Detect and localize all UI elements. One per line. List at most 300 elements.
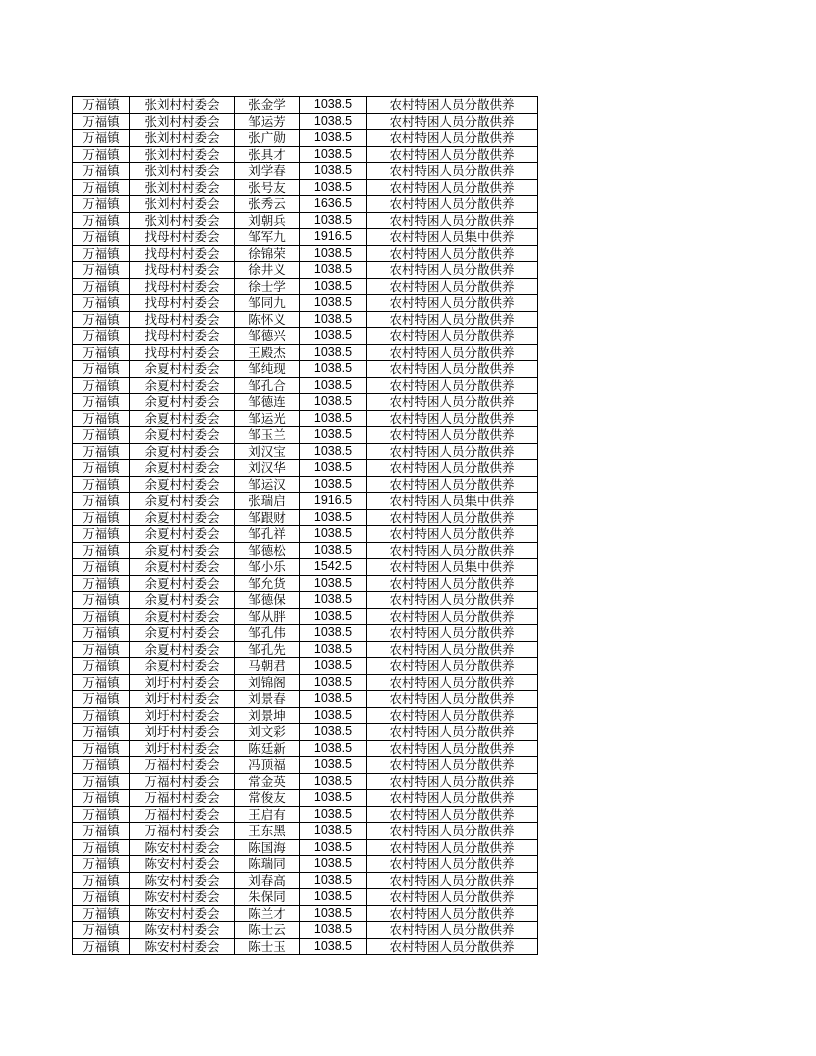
amount-cell: 1038.5 [300,922,367,939]
support-type-cell: 农村特困人员分散供养 [367,938,538,955]
support-type-cell: 农村特困人员分散供养 [367,295,538,312]
table-row [73,889,538,906]
amount-cell: 1038.5 [300,691,367,708]
amount-cell: 1916.5 [300,229,367,246]
village-committee-cell: 万福村村委会 [130,790,235,807]
support-type-cell: 农村特困人员分散供养 [367,410,538,427]
person-name-cell: 张号友 [235,179,300,196]
village-committee-cell: 余夏村村委会 [130,361,235,378]
table-row [73,146,538,163]
village-committee-cell: 刘圩村村委会 [130,740,235,757]
town-cell: 万福镇 [73,790,130,807]
table-row [73,179,538,196]
table-row [73,724,538,741]
town-cell: 万福镇 [73,295,130,312]
support-type-cell: 农村特困人员分散供养 [367,146,538,163]
village-committee-cell: 张刘村村委会 [130,212,235,229]
village-committee-cell: 陈安村村委会 [130,922,235,939]
person-name-cell: 王殿杰 [235,344,300,361]
village-committee-cell: 陈安村村委会 [130,938,235,955]
support-type-cell: 农村特困人员分散供养 [367,922,538,939]
support-type-cell: 农村特困人员分散供养 [367,113,538,130]
person-name-cell: 徐锦荣 [235,245,300,262]
amount-cell: 1038.5 [300,608,367,625]
town-cell: 万福镇 [73,625,130,642]
town-cell: 万福镇 [73,97,130,114]
village-committee-cell: 陈安村村委会 [130,856,235,873]
person-name-cell: 刘汉华 [235,460,300,477]
table-row [73,839,538,856]
table-row [73,476,538,493]
person-name-cell: 邹德松 [235,542,300,559]
support-type-cell: 农村特困人员分散供养 [367,806,538,823]
town-cell: 万福镇 [73,740,130,757]
table-row [73,196,538,213]
person-name-cell: 张具才 [235,146,300,163]
village-committee-cell: 余夏村村委会 [130,410,235,427]
person-name-cell: 陈士云 [235,922,300,939]
table-row [73,113,538,130]
town-cell: 万福镇 [73,559,130,576]
person-name-cell: 刘学春 [235,163,300,180]
support-type-cell: 农村特困人员分散供养 [367,443,538,460]
village-committee-cell: 刘圩村村委会 [130,724,235,741]
support-type-cell: 农村特困人员分散供养 [367,889,538,906]
town-cell: 万福镇 [73,658,130,675]
amount-cell: 1038.5 [300,806,367,823]
person-name-cell: 邹运光 [235,410,300,427]
amount-cell: 1038.5 [300,97,367,114]
person-name-cell: 邹德兴 [235,328,300,345]
table-body [73,97,538,955]
village-committee-cell: 陈安村村委会 [130,872,235,889]
support-type-cell: 农村特困人员分散供养 [367,361,538,378]
town-cell: 万福镇 [73,476,130,493]
village-committee-cell: 找母村村委会 [130,328,235,345]
table-row [73,625,538,642]
amount-cell: 1038.5 [300,377,367,394]
person-name-cell: 邹德连 [235,394,300,411]
person-name-cell: 陈瑞同 [235,856,300,873]
village-committee-cell: 万福村村委会 [130,773,235,790]
support-type-cell: 农村特困人员分散供养 [367,839,538,856]
person-name-cell: 邹允货 [235,575,300,592]
support-type-cell: 农村特困人员分散供养 [367,460,538,477]
town-cell: 万福镇 [73,922,130,939]
amount-cell: 1038.5 [300,856,367,873]
table-row [73,707,538,724]
support-type-cell: 农村特困人员分散供养 [367,179,538,196]
town-cell: 万福镇 [73,163,130,180]
town-cell: 万福镇 [73,641,130,658]
village-committee-cell: 余夏村村委会 [130,377,235,394]
amount-cell: 1038.5 [300,394,367,411]
town-cell: 万福镇 [73,905,130,922]
person-name-cell: 常金英 [235,773,300,790]
amount-cell: 1038.5 [300,757,367,774]
town-cell: 万福镇 [73,427,130,444]
town-cell: 万福镇 [73,724,130,741]
amount-cell: 1038.5 [300,526,367,543]
person-name-cell: 冯顶福 [235,757,300,774]
village-committee-cell: 张刘村村委会 [130,130,235,147]
support-type-cell: 农村特困人员分散供养 [367,262,538,279]
table-row [73,509,538,526]
support-type-cell: 农村特困人员分散供养 [367,592,538,609]
amount-cell: 1038.5 [300,773,367,790]
amount-cell: 1038.5 [300,658,367,675]
person-name-cell: 邹孔合 [235,377,300,394]
amount-cell: 1038.5 [300,427,367,444]
support-type-cell: 农村特困人员分散供养 [367,790,538,807]
town-cell: 万福镇 [73,806,130,823]
village-committee-cell: 余夏村村委会 [130,592,235,609]
support-type-cell: 农村特困人员分散供养 [367,707,538,724]
amount-cell: 1038.5 [300,344,367,361]
town-cell: 万福镇 [73,328,130,345]
person-name-cell: 陈廷新 [235,740,300,757]
person-name-cell: 刘文彩 [235,724,300,741]
amount-cell: 1038.5 [300,592,367,609]
support-type-cell: 农村特困人员分散供养 [367,97,538,114]
person-name-cell: 邹玉兰 [235,427,300,444]
town-cell: 万福镇 [73,262,130,279]
village-committee-cell: 万福村村委会 [130,757,235,774]
village-committee-cell: 余夏村村委会 [130,559,235,576]
town-cell: 万福镇 [73,526,130,543]
person-name-cell: 张金学 [235,97,300,114]
town-cell: 万福镇 [73,344,130,361]
amount-cell: 1038.5 [300,113,367,130]
support-type-cell: 农村特困人员分散供养 [367,130,538,147]
support-type-cell: 农村特困人员分散供养 [367,740,538,757]
support-type-cell: 农村特困人员分散供养 [367,625,538,642]
amount-cell: 1636.5 [300,196,367,213]
person-name-cell: 陈士玉 [235,938,300,955]
town-cell: 万福镇 [73,179,130,196]
table-row [73,262,538,279]
table-row [73,394,538,411]
person-name-cell: 邹同九 [235,295,300,312]
amount-cell: 1038.5 [300,179,367,196]
amount-cell: 1038.5 [300,625,367,642]
town-cell: 万福镇 [73,575,130,592]
table-row [73,872,538,889]
village-committee-cell: 余夏村村委会 [130,476,235,493]
amount-cell: 1038.5 [300,410,367,427]
town-cell: 万福镇 [73,674,130,691]
person-name-cell: 马朝君 [235,658,300,675]
village-committee-cell: 刘圩村村委会 [130,674,235,691]
table-row [73,905,538,922]
amount-cell: 1038.5 [300,823,367,840]
table-row [73,790,538,807]
support-type-cell: 农村特困人员分散供养 [367,212,538,229]
amount-cell: 1038.5 [300,295,367,312]
village-committee-cell: 找母村村委会 [130,262,235,279]
village-committee-cell: 张刘村村委会 [130,97,235,114]
person-name-cell: 刘汉宝 [235,443,300,460]
amount-cell: 1038.5 [300,872,367,889]
amount-cell: 1038.5 [300,278,367,295]
village-committee-cell: 余夏村村委会 [130,509,235,526]
town-cell: 万福镇 [73,130,130,147]
support-type-cell: 农村特困人员分散供养 [367,196,538,213]
village-committee-cell: 余夏村村委会 [130,427,235,444]
support-type-cell: 农村特困人员分散供养 [367,856,538,873]
town-cell: 万福镇 [73,229,130,246]
table-row [73,674,538,691]
table-row [73,658,538,675]
support-type-cell: 农村特困人员分散供养 [367,542,538,559]
amount-cell: 1038.5 [300,212,367,229]
person-name-cell: 常俊友 [235,790,300,807]
support-type-cell: 农村特困人员集中供养 [367,559,538,576]
table-row [73,97,538,114]
amount-cell: 1038.5 [300,328,367,345]
support-type-cell: 农村特困人员分散供养 [367,328,538,345]
town-cell: 万福镇 [73,509,130,526]
support-type-cell: 农村特困人员分散供养 [367,427,538,444]
town-cell: 万福镇 [73,460,130,477]
person-name-cell: 刘景春 [235,691,300,708]
support-type-cell: 农村特困人员分散供养 [367,724,538,741]
support-type-cell: 农村特困人员分散供养 [367,394,538,411]
table-row [73,691,538,708]
town-cell: 万福镇 [73,707,130,724]
village-committee-cell: 余夏村村委会 [130,608,235,625]
person-name-cell: 邹德保 [235,592,300,609]
support-type-cell: 农村特困人员集中供养 [367,493,538,510]
table-row [73,163,538,180]
village-committee-cell: 余夏村村委会 [130,394,235,411]
table-row [73,427,538,444]
person-name-cell: 邹运汉 [235,476,300,493]
amount-cell: 1038.5 [300,724,367,741]
village-committee-cell: 刘圩村村委会 [130,691,235,708]
village-committee-cell: 找母村村委会 [130,295,235,312]
table-row [73,608,538,625]
support-type-cell: 农村特困人员分散供养 [367,509,538,526]
person-name-cell: 陈兰才 [235,905,300,922]
table-row [73,245,538,262]
town-cell: 万福镇 [73,823,130,840]
village-committee-cell: 陈安村村委会 [130,889,235,906]
village-committee-cell: 张刘村村委会 [130,146,235,163]
village-committee-cell: 万福村村委会 [130,806,235,823]
person-name-cell: 邹军九 [235,229,300,246]
person-name-cell: 王启有 [235,806,300,823]
table-row [73,773,538,790]
village-committee-cell: 张刘村村委会 [130,113,235,130]
village-committee-cell: 陈安村村委会 [130,839,235,856]
amount-cell: 1038.5 [300,146,367,163]
amount-cell: 1038.5 [300,245,367,262]
person-name-cell: 张秀云 [235,196,300,213]
support-type-cell: 农村特困人员分散供养 [367,575,538,592]
support-type-cell: 农村特困人员分散供养 [367,476,538,493]
town-cell: 万福镇 [73,592,130,609]
support-type-cell: 农村特困人员分散供养 [367,905,538,922]
town-cell: 万福镇 [73,856,130,873]
support-type-cell: 农村特困人员分散供养 [367,674,538,691]
support-type-cell: 农村特困人员分散供养 [367,526,538,543]
person-name-cell: 张瑞启 [235,493,300,510]
table-row [73,443,538,460]
support-type-cell: 农村特困人员分散供养 [367,757,538,774]
amount-cell: 1038.5 [300,938,367,955]
table-row [73,823,538,840]
amount-cell: 1038.5 [300,163,367,180]
town-cell: 万福镇 [73,443,130,460]
village-committee-cell: 余夏村村委会 [130,625,235,642]
support-type-cell: 农村特困人员分散供养 [367,773,538,790]
support-type-cell: 农村特困人员分散供养 [367,344,538,361]
village-committee-cell: 张刘村村委会 [130,179,235,196]
table-row [73,856,538,873]
town-cell: 万福镇 [73,196,130,213]
village-committee-cell: 余夏村村委会 [130,443,235,460]
support-type-cell: 农村特困人员分散供养 [367,163,538,180]
table-row [73,757,538,774]
village-committee-cell: 找母村村委会 [130,245,235,262]
table-row [73,278,538,295]
person-name-cell: 刘朝兵 [235,212,300,229]
amount-cell: 1038.5 [300,674,367,691]
person-name-cell: 朱保同 [235,889,300,906]
table-row [73,740,538,757]
village-committee-cell: 找母村村委会 [130,344,235,361]
person-name-cell: 陈怀义 [235,311,300,328]
amount-cell: 1038.5 [300,839,367,856]
town-cell: 万福镇 [73,278,130,295]
table-row [73,377,538,394]
amount-cell: 1542.5 [300,559,367,576]
village-committee-cell: 余夏村村委会 [130,542,235,559]
village-committee-cell: 万福村村委会 [130,823,235,840]
amount-cell: 1038.5 [300,361,367,378]
town-cell: 万福镇 [73,872,130,889]
village-committee-cell: 陈安村村委会 [130,905,235,922]
table-row [73,130,538,147]
person-name-cell: 邹孔祥 [235,526,300,543]
village-committee-cell: 余夏村村委会 [130,493,235,510]
table-row [73,542,538,559]
town-cell: 万福镇 [73,839,130,856]
support-type-cell: 农村特困人员分散供养 [367,658,538,675]
amount-cell: 1038.5 [300,509,367,526]
amount-cell: 1038.5 [300,575,367,592]
town-cell: 万福镇 [73,311,130,328]
table-row [73,575,538,592]
person-name-cell: 徐士学 [235,278,300,295]
support-type-cell: 农村特困人员分散供养 [367,278,538,295]
amount-cell: 1038.5 [300,542,367,559]
town-cell: 万福镇 [73,542,130,559]
table-row [73,328,538,345]
table-row [73,361,538,378]
person-name-cell: 邹跟财 [235,509,300,526]
support-type-cell: 农村特困人员分散供养 [367,311,538,328]
amount-cell: 1038.5 [300,740,367,757]
town-cell: 万福镇 [73,493,130,510]
village-committee-cell: 余夏村村委会 [130,575,235,592]
table-row [73,311,538,328]
town-cell: 万福镇 [73,757,130,774]
person-name-cell: 张广勋 [235,130,300,147]
amount-cell: 1038.5 [300,707,367,724]
person-name-cell: 邹从胖 [235,608,300,625]
village-committee-cell: 余夏村村委会 [130,658,235,675]
support-type-cell: 农村特困人员分散供养 [367,641,538,658]
person-name-cell: 刘锦阁 [235,674,300,691]
amount-cell: 1038.5 [300,262,367,279]
table-row [73,295,538,312]
table-row [73,526,538,543]
support-type-cell: 农村特困人员分散供养 [367,823,538,840]
support-type-cell: 农村特困人员分散供养 [367,608,538,625]
town-cell: 万福镇 [73,212,130,229]
amount-cell: 1038.5 [300,130,367,147]
town-cell: 万福镇 [73,146,130,163]
amount-cell: 1038.5 [300,790,367,807]
village-committee-cell: 张刘村村委会 [130,163,235,180]
village-committee-cell: 余夏村村委会 [130,526,235,543]
town-cell: 万福镇 [73,773,130,790]
town-cell: 万福镇 [73,938,130,955]
village-committee-cell: 刘圩村村委会 [130,707,235,724]
person-name-cell: 刘春高 [235,872,300,889]
town-cell: 万福镇 [73,377,130,394]
support-type-cell: 农村特困人员分散供养 [367,377,538,394]
amount-cell: 1038.5 [300,905,367,922]
person-name-cell: 邹孔先 [235,641,300,658]
person-name-cell: 邹小乐 [235,559,300,576]
person-name-cell: 陈国海 [235,839,300,856]
person-name-cell: 邹纯现 [235,361,300,378]
town-cell: 万福镇 [73,889,130,906]
town-cell: 万福镇 [73,245,130,262]
village-committee-cell: 余夏村村委会 [130,460,235,477]
table-row [73,460,538,477]
village-committee-cell: 找母村村委会 [130,278,235,295]
support-type-cell: 农村特困人员集中供养 [367,229,538,246]
amount-cell: 1038.5 [300,443,367,460]
table-row [73,493,538,510]
support-type-cell: 农村特困人员分散供养 [367,872,538,889]
support-type-cell: 农村特困人员分散供养 [367,691,538,708]
table-row [73,806,538,823]
table-row [73,922,538,939]
town-cell: 万福镇 [73,361,130,378]
person-name-cell: 刘景坤 [235,707,300,724]
person-name-cell: 徐井义 [235,262,300,279]
town-cell: 万福镇 [73,394,130,411]
village-committee-cell: 找母村村委会 [130,229,235,246]
table-row [73,938,538,955]
village-committee-cell: 张刘村村委会 [130,196,235,213]
person-name-cell: 邹运芳 [235,113,300,130]
amount-cell: 1038.5 [300,460,367,477]
village-committee-cell: 余夏村村委会 [130,641,235,658]
amount-cell: 1916.5 [300,493,367,510]
amount-cell: 1038.5 [300,641,367,658]
amount-cell: 1038.5 [300,889,367,906]
town-cell: 万福镇 [73,608,130,625]
table-row [73,410,538,427]
person-name-cell: 邹孔伟 [235,625,300,642]
support-type-cell: 农村特困人员分散供养 [367,245,538,262]
